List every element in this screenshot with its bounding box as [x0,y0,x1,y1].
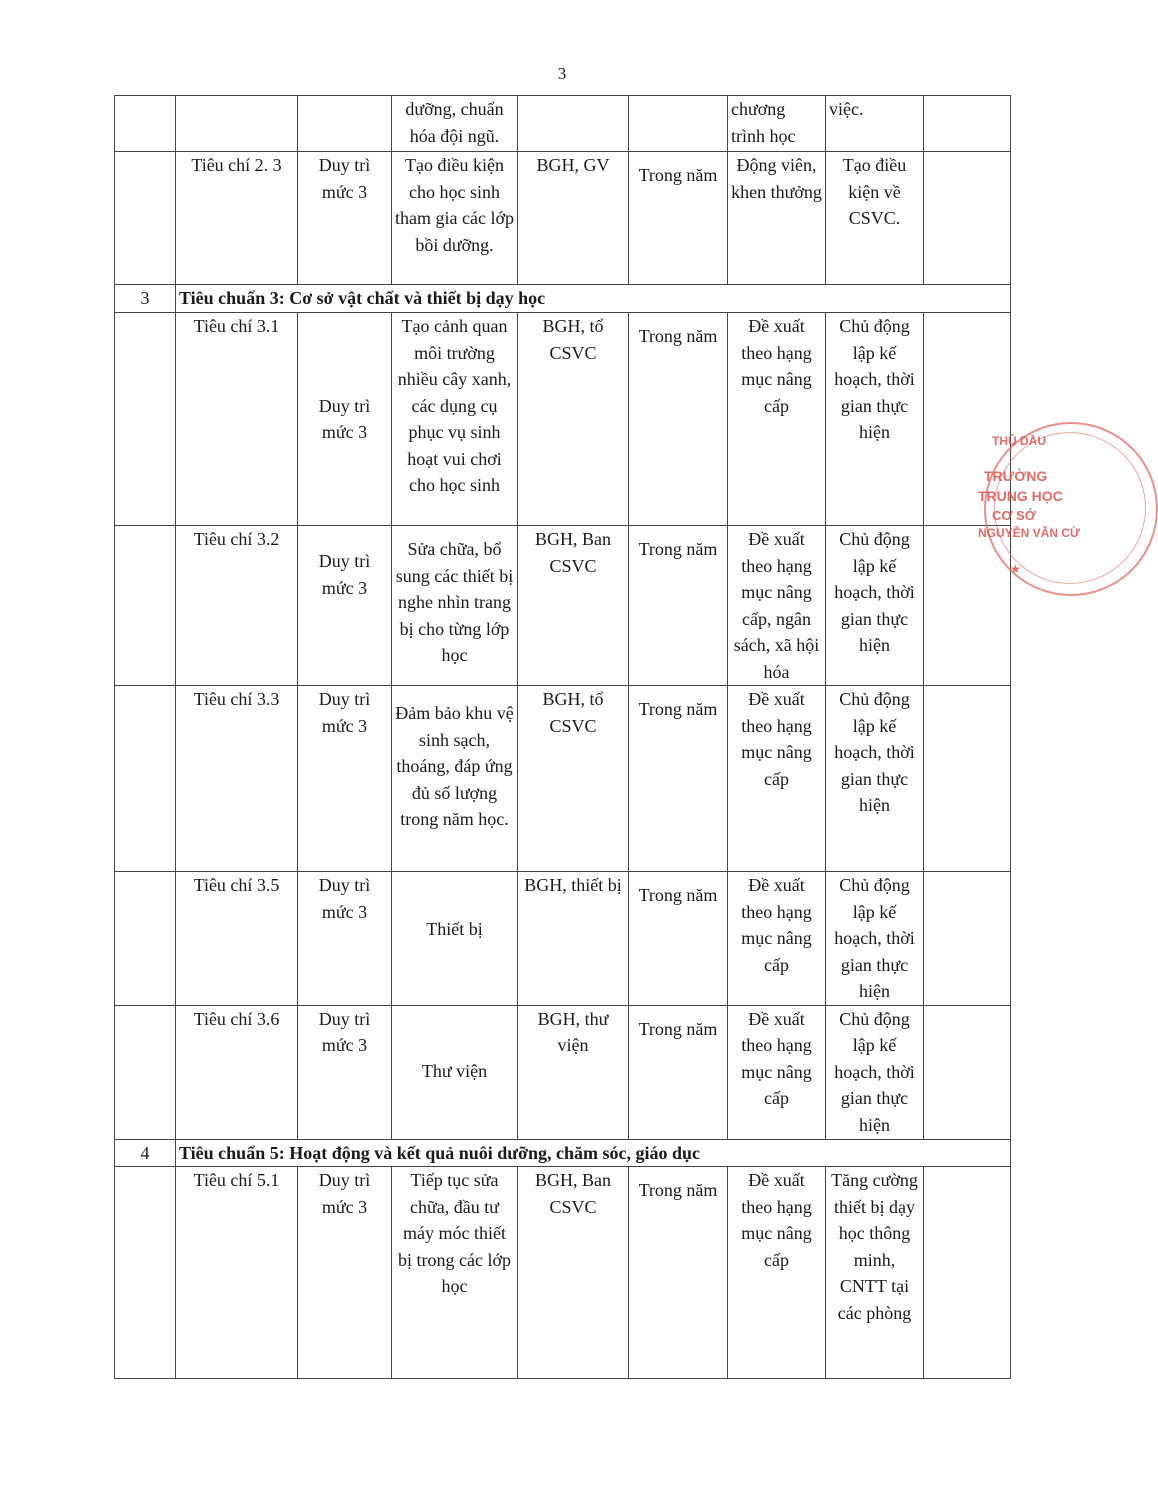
stt-cell: 4 [115,1139,176,1167]
support-cell: Đề xuất theo hạng mục nâng cấp [728,1005,826,1139]
stt-cell [115,1167,176,1379]
time-cell: Trong năm [629,686,728,872]
criterion-cell [176,96,298,152]
seal-star-icon: ★ [1010,562,1021,576]
section-title: Tiêu chuẩn 5: Hoạt động và kết quả nuôi dưỡng, chăm sóc, giáo dục [176,1139,1011,1167]
plan-table [114,95,1011,1379]
content-cell: Sửa chữa, bổ sung các thiết bị nghe nhìn trang bị cho từng lớp học [392,526,518,686]
table-row [115,526,1011,686]
seal-text-secondary: CƠ SỞ [992,508,1036,523]
section-row [115,285,1011,313]
stt-cell [115,152,176,285]
table-row [115,1005,1011,1139]
content-cell: Thiết bị [392,872,518,1006]
content-cell: Tạo cảnh quan môi trường nhiều cây xanh, các dụng cụ phục vụ sinh hoạt vui chơi cho học sinh [392,313,518,526]
school-seal-stamp [978,422,1080,592]
level-cell [298,96,392,152]
level-cell: Duy trì mức 3 [298,686,392,872]
seal-text-top: THỦ DẦU [992,434,1046,448]
section-title: Tiêu chuẩn 3: Cơ sở vật chất và thiết bị dạy học [176,285,1011,313]
responsible-cell: BGH, thư viện [518,1005,629,1139]
level-cell: Duy trì mức 3 [298,313,392,526]
time-cell: Trong năm [629,1005,728,1139]
time-cell: Trong năm [629,313,728,526]
level-cell: Duy trì mức 3 [298,526,392,686]
seal-text-name: NGUYỄN VĂN CỪ [978,526,1080,540]
criterion-cell: Tiêu chí 5.1 [176,1167,298,1379]
responsible-cell: BGH, Ban CSVC [518,1167,629,1379]
responsible-cell: BGH, thiết bị [518,872,629,1006]
responsible-cell: BGH, Ban CSVC [518,526,629,686]
stt-cell [115,96,176,152]
extra-cell [924,152,1011,285]
notes-cell: Chủ động lập kế hoạch, thời gian thực hiện [826,686,924,872]
extra-cell [924,1167,1011,1379]
stt-cell [115,686,176,872]
seal-text-level: TRUNG HỌC [978,488,1063,504]
criterion-cell: Tiêu chí 2. 3 [176,152,298,285]
notes-cell: Chủ động lập kế hoạch, thời gian thực hiện [826,313,924,526]
table-row [115,686,1011,872]
extra-cell [924,1005,1011,1139]
support-cell: Đề xuất theo hạng mục nâng cấp [728,686,826,872]
extra-cell [924,96,1011,152]
table-row [115,96,1011,152]
criterion-cell: Tiêu chí 3.5 [176,872,298,1006]
time-cell: Trong năm [629,152,728,285]
level-cell: Duy trì mức 3 [298,152,392,285]
extra-cell [924,686,1011,872]
responsible-cell: BGH, GV [518,152,629,285]
support-cell: Đề xuất theo hạng mục nâng cấp [728,313,826,526]
notes-cell: việc. [826,96,924,152]
level-cell: Duy trì mức 3 [298,1167,392,1379]
stt-cell [115,1005,176,1139]
responsible-cell: BGH, tổ CSVC [518,686,629,872]
table-row [115,152,1011,285]
notes-cell: Tạo điều kiện về CSVC. [826,152,924,285]
time-cell: Trong năm [629,872,728,1006]
stt-cell: 3 [115,285,176,313]
content-cell: dưỡng, chuẩn hóa đội ngũ. [392,96,518,152]
content-cell: Thư viện [392,1005,518,1139]
support-cell: Đề xuất theo hạng mục nâng cấp [728,872,826,1006]
stt-cell [115,526,176,686]
responsible-cell: BGH, tổ CSVC [518,313,629,526]
criterion-cell: Tiêu chí 3.2 [176,526,298,686]
content-cell: Đảm bảo khu vệ sinh sạch, thoáng, đáp ứng đủ số lượng trong năm học. [392,686,518,872]
level-cell: Duy trì mức 3 [298,1005,392,1139]
time-cell: Trong năm [629,1167,728,1379]
page-number: 3 [557,64,567,83]
notes-cell: Tăng cường thiết bị dạy học thông minh, CNTT tại các phòng [826,1167,924,1379]
notes-cell: Chủ động lập kế hoạch, thời gian thực hiện [826,526,924,686]
table-row [115,1167,1011,1379]
stt-cell [115,313,176,526]
stt-cell [115,872,176,1006]
notes-cell: Chủ động lập kế hoạch, thời gian thực hiện [826,872,924,1006]
section-row [115,1139,1011,1167]
time-cell: Trong năm [629,526,728,686]
support-cell: chương trình học [728,96,826,152]
level-cell: Duy trì mức 3 [298,872,392,1006]
criterion-cell: Tiêu chí 3.3 [176,686,298,872]
time-cell [629,96,728,152]
table-row [115,872,1011,1006]
criterion-cell: Tiêu chí 3.6 [176,1005,298,1139]
notes-cell: Chủ động lập kế hoạch, thời gian thực hiện [826,1005,924,1139]
support-cell: Động viên, khen thưởng [728,152,826,285]
content-cell: Tạo điều kiện cho học sinh tham gia các lớp bồi dưỡng. [392,152,518,285]
responsible-cell [518,96,629,152]
table-row [115,313,1011,526]
criterion-cell: Tiêu chí 3.1 [176,313,298,526]
seal-text-school: TRƯỜNG [984,468,1048,484]
support-cell: Đề xuất theo hạng mục nâng cấp, ngân sách, xã hội hóa [728,526,826,686]
support-cell: Đề xuất theo hạng mục nâng cấp [728,1167,826,1379]
extra-cell [924,872,1011,1006]
content-cell: Tiếp tục sửa chữa, đầu tư máy móc thiết bị trong các lớp học [392,1167,518,1379]
